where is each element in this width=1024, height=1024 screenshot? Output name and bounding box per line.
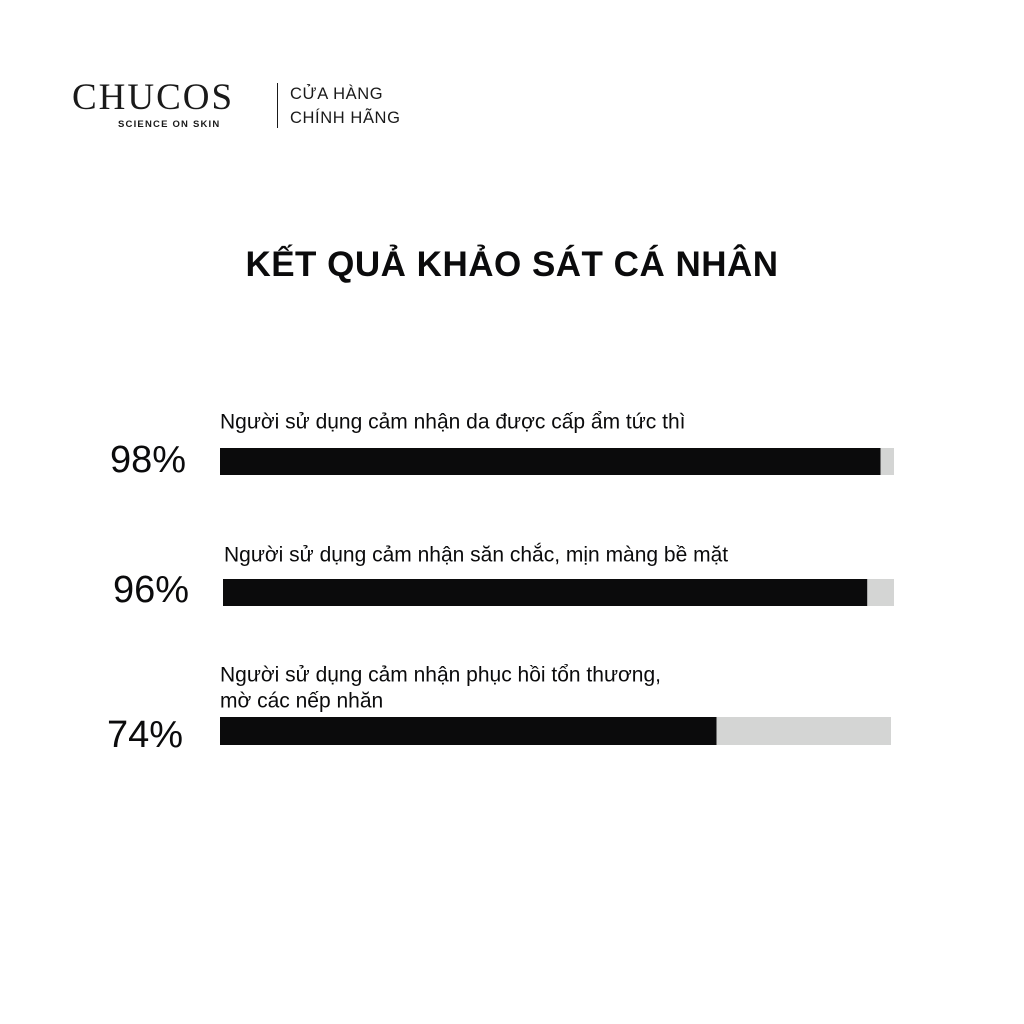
- bar-value-label-3: 74%: [106, 714, 184, 757]
- chart-title: KẾT QUẢ KHẢO SÁT CÁ NHÂN: [245, 245, 779, 284]
- bar-fill-2: [223, 579, 867, 606]
- store-line-2: CHÍNH HÃNG: [290, 109, 401, 127]
- bar-category-label-3-line-1: Người sử dụng cảm nhận phục hồi tổn thương,: [220, 663, 661, 687]
- bar-category-label-3-line-2: mờ các nếp nhăn: [220, 689, 384, 713]
- bar-value-label-2: 96%: [112, 569, 190, 612]
- logo-wordmark: CHUCOS: [72, 77, 235, 118]
- bar-fill-1: [220, 448, 881, 475]
- logo-tagline: SCIENCE ON SKIN: [118, 119, 221, 130]
- bar-fill-3: [220, 717, 717, 745]
- bar-category-label-2: Người sử dụng cảm nhận săn chắc, mịn màng bề mặt: [224, 543, 729, 567]
- bar-category-label-1: Người sử dụng cảm nhận da được cấp ẩm tức thì: [220, 410, 686, 434]
- store-line-1: CỬA HÀNG: [290, 85, 384, 103]
- bar-value-label-1: 98%: [109, 439, 187, 482]
